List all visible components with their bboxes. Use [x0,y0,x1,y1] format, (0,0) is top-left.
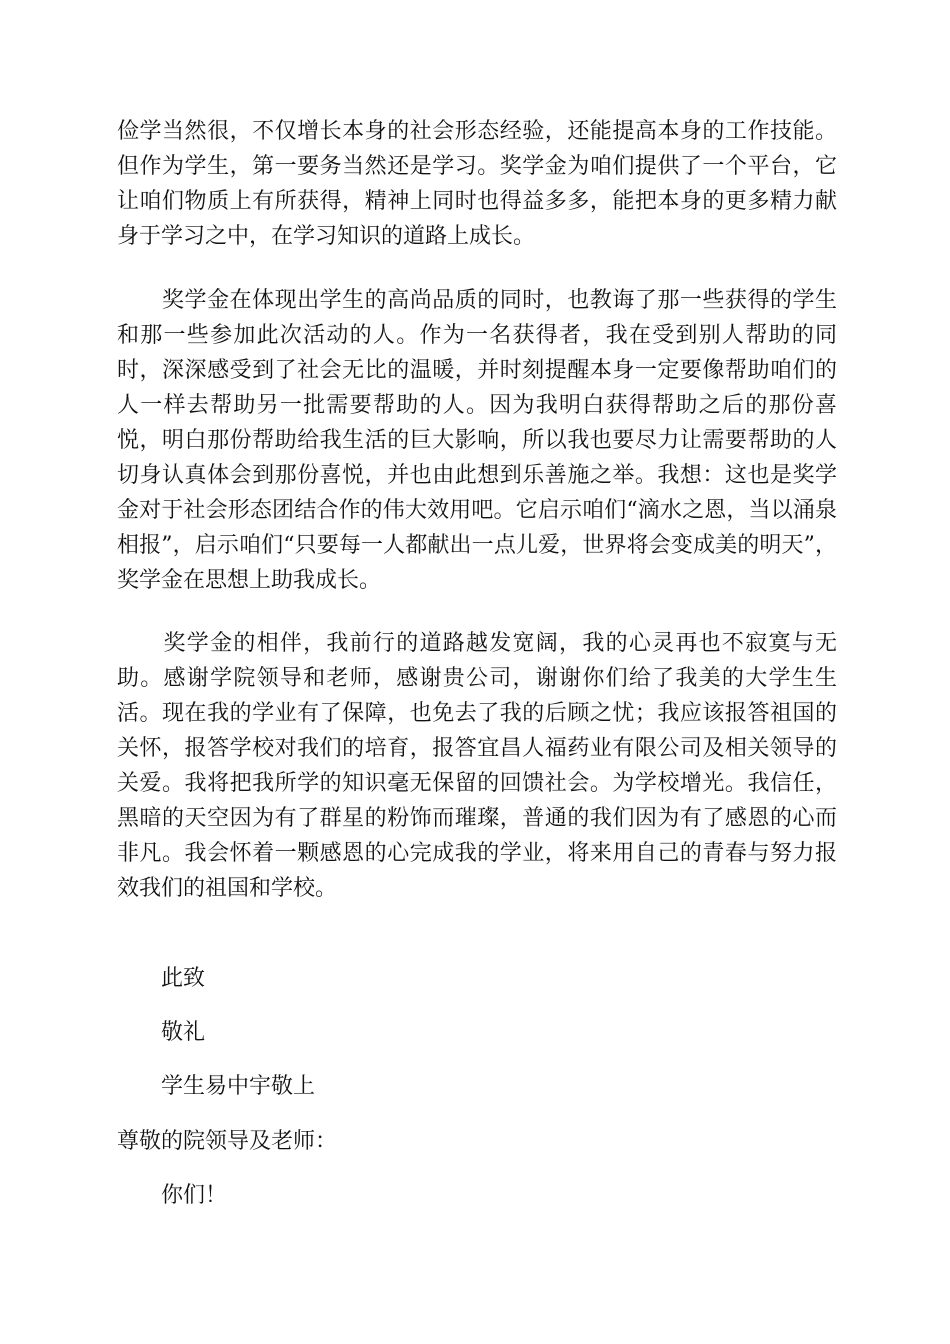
paragraph-1: 俭学当然很，不仅增长本身的社会形态经验，还能提高本身的工作技能。但作为学生，第一要务当然还是学习。奖学金为咱们提供了一个平台，它让咱们物质上有所获得，精神上同时也得益多多，能把本身的更多精力献身于学习之中，在学习知识的道路上成长。 [117,119,837,249]
greeting-line: 你们！ [161,1183,228,1208]
closing-line-2: 敬礼 [161,1020,206,1045]
signature-line: 学生易中宇敬上 [161,1074,316,1099]
closing-line-1: 此致 [161,966,206,991]
paragraph-2: 奖学金在体现出学生的高尚品质的同时，也教诲了那一些获得的学生和那一些参加此次活动的人。作为一名获得者，我在受到别人帮助的同时，深深感受到了社会无比的温暖，并时刻提醒本身一定要像帮助咱们的人一样去帮助另一批需要帮助的人。因为我明白获得帮助之后的那份喜悦，明白那份帮助给我生活的巨大影响，所以我也要尽力让需要帮助的人切身认真体会到那份喜悦，并也由此想到乐善施之举。我想：这也是奖学金对于社会形态团结合作的伟大效用吧。它启示咱们“滴水之恩，当以涌泉相报”，启示咱们“只要每一人都献出一点儿爱，世界将会变成美的明天”，奖学金在思想上助我成长。 [117,288,837,593]
paragraph-3: 奖学金的相伴，我前行的道路越发宽阔，我的心灵再也不寂寞与无助。感谢学院领导和老师，感谢贵公司，谢谢你们给了我美的大学生生活。现在我的学业有了保障，也免去了我的后顾之忧；我应该报答祖国的关怀，报答学校对我们的培育，报答宜昌人福药业有限公司及相关领导的关爱。我将把我所学的知识毫无保留的回馈社会。为学校增光。我信任，黑暗的天空因为有了群星的粉饰而璀璨，普通的我们因为有了感恩的心而非凡。我会怀着一颗感恩的心完成我的学业，将来用自己的青春与努力报效我们的祖国和学校。 [117,631,837,901]
salutation-line: 尊敬的院领导及老师： [117,1129,338,1154]
